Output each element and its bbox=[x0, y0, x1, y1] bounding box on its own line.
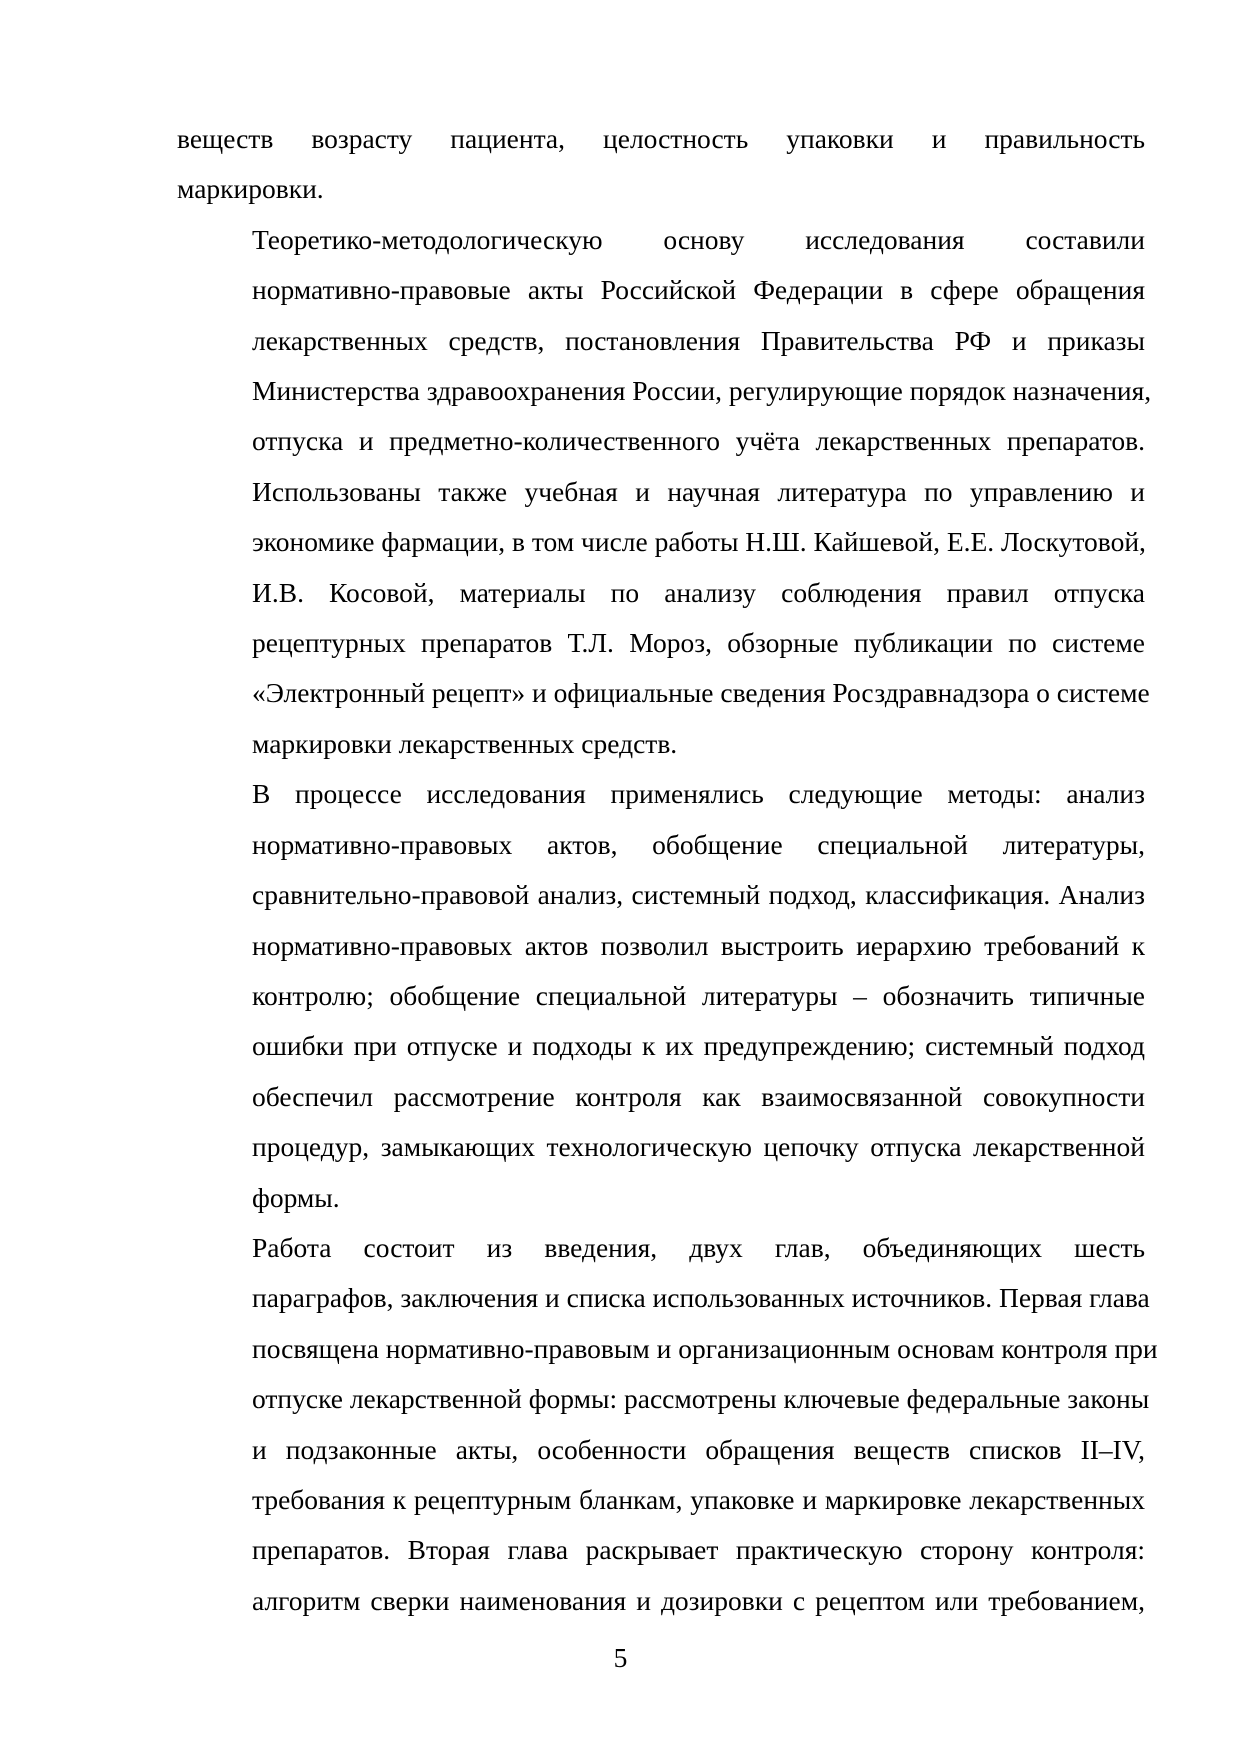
text-line: экономике фармации, в том числе работы Н.Ш. Кайшевой, Е.Е. Лоскутовой, bbox=[252, 526, 1146, 558]
text-line: И.В. Косовой, материалы по анализу соблюдения правил отпуска bbox=[252, 576, 1145, 608]
text-line: веществ возрасту пациента, целостность упаковки и правильность bbox=[177, 123, 1145, 154]
text-line: рецептурных препаратов Т.Л. Мороз, обзорные публикации по системе bbox=[252, 627, 1145, 659]
text-line: контролю; обобщение специальной литературы – обозначить типичные bbox=[252, 979, 1145, 1011]
page-number: 5 bbox=[613, 1642, 628, 1673]
text-line: Использованы также учебная и научная литература по управлению и bbox=[252, 475, 1145, 507]
text-line: нормативно-правовые акты Российской Федерации в сфере обращения bbox=[252, 274, 1145, 306]
text-line: Министерства здравоохранения России, регулирующие порядок назначения, bbox=[252, 375, 1152, 407]
text-line: и подзаконные акты, особенности обращения веществ списков II–IV, bbox=[252, 1433, 1145, 1465]
text-line: ошибки при отпуске и подходы к их предупреждению; системный подход bbox=[252, 1030, 1145, 1062]
text-line: отпуска и предметно-количественного учёта лекарственных препаратов. bbox=[252, 425, 1145, 457]
text-line: препаратов. Вторая глава раскрывает практическую сторону контроля: bbox=[252, 1534, 1145, 1566]
text-line: маркировки лекарственных средств. bbox=[252, 727, 678, 759]
document-body bbox=[177, 114, 1158, 1626]
text-line: Работа состоит из введения, двух глав, объединяющих шесть bbox=[252, 1231, 1145, 1263]
text-line: отпуске лекарственной формы: рассмотрены ключевые федеральные законы bbox=[252, 1383, 1150, 1415]
text-line: маркировки. bbox=[177, 173, 324, 205]
text-line: посвящена нормативно-правовым и организационным основам контроля при bbox=[252, 1332, 1158, 1364]
text-line: формы. bbox=[252, 1181, 340, 1213]
text-line: алгоритм сверки наименования и дозировки с рецептом или требованием, bbox=[252, 1584, 1145, 1616]
paragraph bbox=[177, 114, 1145, 215]
text-line: обеспечил рассмотрение контроля как взаимосвязанной совокупности bbox=[252, 1080, 1145, 1112]
text-line: В процессе исследования применялись следующие методы: анализ bbox=[252, 778, 1145, 810]
paragraph bbox=[177, 1223, 1158, 1626]
text-line: Теоретико-методологическую основу исследования составили bbox=[252, 223, 1145, 255]
paragraph bbox=[177, 769, 1145, 1223]
text-line: требования к рецептурным бланкам, упаковке и маркировке лекарственных bbox=[252, 1483, 1145, 1515]
text-line: нормативно-правовых актов, обобщение специальной литературы, bbox=[252, 828, 1145, 860]
text-line: «Электронный рецепт» и официальные сведения Росздравнадзора о системе bbox=[252, 677, 1150, 709]
text-line: сравнительно-правовой анализ, системный подход, классификация. Анализ bbox=[252, 879, 1145, 911]
text-line: параграфов, заключения и списка использованных источников. Первая глава bbox=[252, 1282, 1150, 1314]
text-line: нормативно-правовых актов позволил выстроить иерархию требований к bbox=[252, 929, 1145, 961]
paragraph bbox=[177, 215, 1152, 769]
text-line: процедур, замыкающих технологическую цепочку отпуска лекарственной bbox=[252, 1131, 1145, 1163]
text-line: лекарственных средств, постановления Правительства РФ и приказы bbox=[252, 324, 1145, 356]
